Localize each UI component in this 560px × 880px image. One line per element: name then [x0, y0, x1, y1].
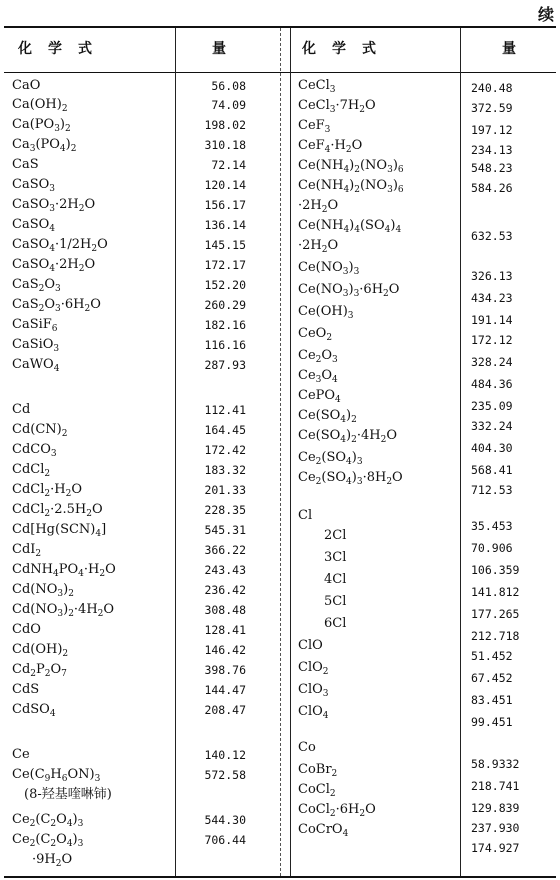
formula-cell: $Ce_2(SO_4)_3\cdot 8H_2O$: [298, 470, 403, 487]
mass-cell: 308.48: [204, 603, 246, 617]
mass-cell: 398.76: [204, 663, 246, 677]
header-formula-right: 化 学 式: [302, 41, 377, 57]
mass-cell: 146.42: [204, 643, 246, 657]
mass-cell: 141.812: [471, 585, 520, 599]
mass-cell: 236.42: [204, 583, 246, 597]
formula-cell: 2Cl: [324, 528, 347, 543]
formula-cell: CaSiF$_6$: [12, 317, 58, 334]
formula-cell: $Cd(NO_3)_2\cdot 4H_2O$: [12, 602, 115, 619]
formula-cell: $Cd_2P_2O_7$: [12, 662, 67, 679]
mass-cell: 198.02: [204, 118, 246, 132]
formula-cell: $CaSO_4\cdot 1/2H_2O$: [12, 237, 108, 254]
mass-cell: 106.359: [471, 563, 520, 577]
header-formula-left: 化 学 式: [18, 41, 93, 57]
formula-cell: $Cd(CN)_2$: [12, 422, 68, 439]
mass-cell: 56.08: [211, 79, 246, 93]
mass-cell: 144.47: [204, 683, 246, 697]
formula-cell: CdSO$_4$: [12, 702, 56, 719]
formula-cell: $CaSO_4\cdot 2H_2O$: [12, 257, 96, 274]
formula-cell: CoCrO$_4$: [298, 822, 349, 839]
formula-cell: $Ce_2(C_2O_4)_3$: [12, 832, 84, 849]
formula-cell: CdS: [12, 682, 40, 697]
formula-cell: $Ce(NO_3)_3$: [298, 260, 360, 277]
formula-cell: Co: [298, 740, 316, 755]
formula-cell: 6Cl: [324, 616, 347, 631]
mass-cell: 712.53: [471, 483, 513, 497]
mass-cell: 183.32: [204, 463, 246, 477]
mass-cell: 201.33: [204, 483, 246, 497]
formula-cell: $Ce_3O_4$: [298, 368, 338, 385]
formula-cell: CdO: [12, 622, 41, 637]
mass-cell: 174.927: [471, 841, 520, 855]
formula-cell: CdI$_2$: [12, 542, 42, 559]
mass-cell: 120.14: [204, 178, 246, 192]
formula-cell: $CeF_4\cdot H_2O$: [298, 138, 363, 155]
mass-cell: 172.12: [471, 333, 513, 347]
mass-cell: 83.451: [471, 693, 513, 707]
formula-cell: $Ce_2O_3$: [298, 348, 338, 365]
formula-cell: $Cd[Hg(SCN)_4]$: [12, 522, 107, 539]
mass-cell: 372.59: [471, 101, 513, 115]
formula-cell: $CeCl_3\cdot 7H_2O$: [298, 98, 376, 115]
mass-cell: 572.58: [204, 768, 246, 782]
mass-cell: 240.48: [471, 81, 513, 95]
formula-cell: Cd: [12, 402, 31, 417]
mass-cell: 484.36: [471, 377, 513, 391]
formula-cell: $Cd(NO_3)_2$: [12, 582, 74, 599]
formula-cell: CaSiO$_3$: [12, 337, 60, 354]
mass-cell: 112.41: [204, 403, 246, 417]
mass-cell: 129.839: [471, 801, 520, 815]
formula-cell: CoCl$_2$: [298, 782, 336, 799]
mass-cell: 260.29: [204, 298, 246, 312]
mass-cell: 328.24: [471, 355, 513, 369]
mass-cell: 706.44: [204, 833, 246, 847]
formula-cell: $Cd(OH)_2$: [12, 642, 69, 659]
continued-label: 续: [537, 5, 554, 24]
mass-cell: 366.22: [204, 543, 246, 557]
formula-cell: $CaSO_3\cdot 2H_2O$: [12, 197, 96, 214]
formula-cell: CeCl$_3$: [298, 78, 336, 95]
formula-cell: ClO$_2$: [298, 660, 329, 677]
mass-cell: 197.12: [471, 123, 513, 137]
formula-cell: $\cdot 2H_2O$: [298, 198, 339, 215]
mass-cell: 326.13: [471, 269, 513, 283]
formula-cell: CaS: [12, 157, 39, 172]
formula-cell: $CoCl_2\cdot 6H_2O$: [298, 802, 376, 819]
mass-cell: 234.13: [471, 143, 513, 157]
header-mass-right: 量: [502, 41, 517, 57]
formula-cell: CaO: [12, 78, 41, 93]
column-divider-4: [460, 28, 461, 876]
column-divider-1: [175, 28, 176, 876]
mass-cell: 58.9332: [471, 757, 520, 771]
formula-cell: $Ce(NH_4)_2(NO_3)_6$: [298, 158, 404, 175]
formula-cell: $Ce_2(C_2O_4)_3$: [12, 812, 84, 829]
formula-cell: $Ca(OH)_2$: [12, 97, 68, 114]
mass-cell: 128.41: [204, 623, 246, 637]
mass-cell: 568.41: [471, 463, 513, 477]
formula-cell: $CdCl_2\cdot H_2O$: [12, 482, 82, 499]
mass-cell: 545.31: [204, 523, 246, 537]
mass-cell: 74.09: [211, 98, 246, 112]
molecular-mass-table: [4, 26, 556, 878]
header-mass-left: 量: [212, 41, 227, 57]
formula-cell: ClO$_3$: [298, 682, 329, 699]
mass-cell: 70.906: [471, 541, 513, 555]
mass-cell: 172.17: [204, 258, 246, 272]
mass-cell: 310.18: [204, 138, 246, 152]
formula-cell: $\cdot 2H_2O$: [298, 238, 339, 255]
mass-cell: 177.265: [471, 607, 520, 621]
formula-cell: CaWO$_4$: [12, 357, 60, 374]
formula-cell: Ce: [12, 747, 30, 762]
mass-cell: 287.93: [204, 358, 246, 372]
mass-cell: 632.53: [471, 229, 513, 243]
mass-cell: 140.12: [204, 748, 246, 762]
formula-cell: (8-羟基喹啉铈): [24, 787, 112, 802]
formula-cell: $CdCl_2\cdot 2.5H_2O$: [12, 502, 103, 519]
formula-cell: CaSO$_3$: [12, 177, 55, 194]
formula-cell: 5Cl: [324, 594, 347, 609]
mass-cell: 72.14: [211, 158, 246, 172]
formula-cell: CdCl$_2$: [12, 462, 51, 479]
formula-cell: $CdNH_4PO_4\cdot H_2O$: [12, 562, 116, 579]
formula-cell: 4Cl: [324, 572, 347, 587]
formula-cell: $Ce(NH_4)_4(SO_4)_4$: [298, 218, 402, 235]
mass-cell: 237.930: [471, 821, 520, 835]
formula-cell: $Ce(NO_3)_3\cdot 6H_2O$: [298, 282, 400, 299]
column-divider-3: [290, 28, 291, 876]
mass-cell: 182.16: [204, 318, 246, 332]
formula-cell: CeO$_2$: [298, 326, 333, 343]
formula-cell: $CaS_2O_3$: [12, 277, 61, 294]
mass-cell: 136.14: [204, 218, 246, 232]
mass-cell: 548.23: [471, 161, 513, 175]
mass-cell: 544.30: [204, 813, 246, 827]
mass-cell: 235.09: [471, 399, 513, 413]
formula-cell: CoBr$_2$: [298, 762, 338, 779]
formula-cell: $Ce(C_9H_6ON)_3$: [12, 767, 101, 784]
mass-cell: 243.43: [204, 563, 246, 577]
formula-cell: CaSO$_4$: [12, 217, 55, 234]
formula-cell: ClO$_4$: [298, 704, 329, 721]
formula-cell: $Ce(SO_4)_2$: [298, 408, 357, 425]
mass-cell: 156.17: [204, 198, 246, 212]
mass-cell: 116.16: [204, 338, 246, 352]
formula-cell: $Ca(PO_3)_2$: [12, 117, 71, 134]
mass-cell: 35.453: [471, 519, 513, 533]
formula-cell: CePO$_4$: [298, 388, 341, 405]
mass-cell: 208.47: [204, 703, 246, 717]
formula-cell: $Ce(OH)_3$: [298, 304, 354, 321]
formula-cell: Cl: [298, 508, 313, 523]
mass-cell: 67.452: [471, 671, 513, 685]
column-divider-2: [280, 28, 281, 876]
mass-cell: 51.452: [471, 649, 513, 663]
formula-cell: $Ce(NH_4)_2(NO_3)_6$: [298, 178, 404, 195]
mass-cell: 172.42: [204, 443, 246, 457]
formula-cell: $Ce(SO_4)_2\cdot 4H_2O$: [298, 428, 397, 445]
formula-cell: 3Cl: [324, 550, 347, 565]
mass-cell: 191.14: [471, 313, 513, 327]
mass-cell: 434.23: [471, 291, 513, 305]
mass-cell: 145.15: [204, 238, 246, 252]
mass-cell: 152.20: [204, 278, 246, 292]
mass-cell: 404.30: [471, 441, 513, 455]
formula-cell: CeF$_3$: [298, 118, 331, 135]
mass-cell: 218.741: [471, 779, 520, 793]
formula-cell: ClO: [298, 638, 323, 653]
mass-cell: 212.718: [471, 629, 520, 643]
mass-cell: 164.45: [204, 423, 246, 437]
formula-cell: $Ce_2(SO_4)_3$: [298, 450, 363, 467]
mass-cell: 332.24: [471, 419, 513, 433]
mass-cell: 99.451: [471, 715, 513, 729]
mass-cell: 584.26: [471, 181, 513, 195]
formula-cell: $\cdot 9H_2O$: [32, 852, 73, 869]
formula-cell: CdCO$_3$: [12, 442, 57, 459]
formula-cell: $Ca_3(PO_4)_2$: [12, 137, 77, 154]
formula-cell: $CaS_2O_3\cdot 6H_2O$: [12, 297, 101, 314]
mass-cell: 228.35: [204, 503, 246, 517]
